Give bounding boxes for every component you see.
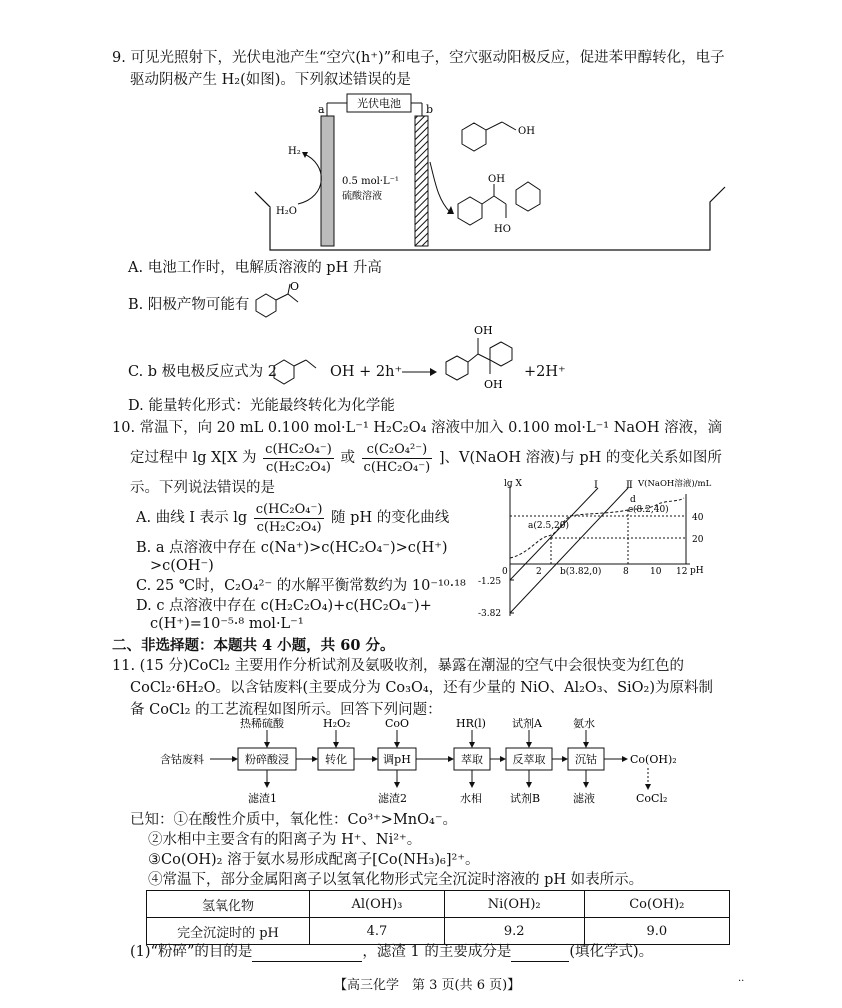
q10-line2-b: ]、V(NaOH 溶液)与 pH 的变化关系如图所: [438, 450, 722, 466]
output-aqueous: 水相: [460, 792, 482, 805]
titration-chart: [478, 476, 728, 626]
footer-mark: ··: [738, 976, 745, 987]
q11-line3: 备 CoCl₂ 的工艺流程如图所示。回答下列问题：: [130, 702, 442, 718]
point-a-label: a(2.5,20): [528, 521, 570, 531]
ph-header-3: Co(OH)₂: [584, 891, 729, 918]
q10-line2-or: 或: [340, 450, 355, 466]
flow-product: Co(OH)₂: [630, 753, 677, 766]
flow-final: CoCl₂: [636, 792, 668, 805]
box-adjust-ph: 调pH: [383, 753, 411, 766]
ph-table: [146, 890, 730, 945]
electrode-a-label: a: [318, 103, 325, 116]
electrolysis-figure: [250, 92, 730, 257]
point-b-label: b(3.82,0): [560, 567, 602, 577]
input-hr: HR(l): [456, 718, 486, 730]
q10-option-a: [136, 500, 449, 536]
box-extract: 萃取: [461, 753, 483, 766]
ph-table-row: [147, 918, 730, 945]
q10-option-a-pre: A. 曲线 Ⅰ 表示 lg: [136, 510, 248, 526]
benzyl-oh: OH: [518, 126, 535, 137]
x-tick-0: 0: [502, 567, 508, 577]
point-d-label: d: [630, 495, 636, 505]
section-2-heading: 二、非选择题：本题共 4 小题，共 60 分。: [112, 637, 395, 654]
y-tick-neg1: -1.25: [478, 577, 502, 587]
y-axis-label: lg X: [504, 479, 522, 489]
input-coo: CoO: [385, 718, 410, 730]
q10-line3: 示。下列说法错误的是: [130, 480, 275, 496]
ph-row-0: 完全沉淀时的 pH: [147, 918, 310, 945]
input-reagent-a: 试剂A: [512, 718, 542, 730]
option-a-numerator: c(HC₂O₄⁻): [255, 501, 323, 517]
q10-option-c: C. 25 ℃时，C₂O₄²⁻ 的水解平衡常数约为 10⁻¹⁰·¹⁸: [136, 578, 466, 594]
curve-2-label: Ⅱ: [626, 480, 633, 491]
q10-option-a-fraction: [254, 501, 325, 536]
q9-option-c-mid: OH + 2h⁺: [330, 364, 403, 380]
y-tick-neg2: -3.82: [478, 609, 502, 619]
frac1-denominator: c(H₂C₂O₄): [266, 459, 331, 475]
q10-option-b1: B. a 点溶液中存在 c(Na⁺)>c(HC₂O₄⁻)>c(H⁺): [136, 540, 448, 556]
option-c-ho: OH: [484, 378, 503, 391]
q10-line2-a: 定过程中 lg X[X 为: [130, 450, 257, 466]
q11-known-1: 已知：①在酸性介质中，氧化性：Co³⁺>MnO₄⁻。: [130, 812, 457, 828]
y2-tick-40: 40: [692, 513, 704, 523]
hydrobenzoin-structure: [440, 318, 530, 398]
h2-label: H₂: [288, 146, 301, 157]
option-c-oh: OH: [474, 324, 493, 337]
box-back-extract: 反萃取: [512, 753, 546, 766]
ph-row-2: 9.2: [444, 918, 584, 945]
q11-known-2: ②水相中主要含有的阳离子为 H⁺、Ni²⁺。: [148, 832, 422, 848]
benzaldehyde-o: O: [290, 280, 300, 293]
q11-sub1-c: (填化学式)。: [569, 944, 654, 960]
q11-sub1: [130, 942, 653, 962]
option-a-denominator: c(H₂C₂O₄): [256, 519, 322, 535]
q11-sub1-b: ，滤渣 1 的主要成分是: [362, 944, 512, 960]
page-footer: 【高三化学 第 3 页(共 6 页)】: [334, 978, 521, 993]
x-tick-12: 12: [676, 567, 688, 577]
q11-line1: 11. (15 分)CoCl₂ 主要用作分析试剂及氨吸收剂，暴露在潮湿的空气中会很快变为红色的: [112, 658, 685, 674]
benzyl-alcohol-structure: [268, 348, 328, 388]
box-convert: 转化: [325, 753, 347, 766]
electrode-b-label: b: [426, 103, 434, 116]
q11-known-3: ③Co(OH)₂ 溶于氨水易形成配离子[Co(NH₃)₆]²⁺。: [148, 852, 480, 868]
ph-row-1: 4.7: [310, 918, 445, 945]
q10-option-a-post: 随 pH 的变化曲线: [331, 510, 450, 526]
box-grind-leach: 粉碎酸浸: [245, 753, 289, 766]
q9-stem-line2: 驱动阴极产生 H₂(如图)。下列叙述错误的是: [130, 72, 411, 88]
hydrobenzoin-ho: HO: [494, 224, 511, 235]
answer-blank-1[interactable]: [252, 945, 362, 962]
output-filtrate: 滤液: [573, 792, 595, 805]
h2o-label: H₂O: [276, 206, 297, 217]
solution-label: 硫酸溶液: [342, 191, 382, 202]
q9-stem-line1: 9. 可见光照射下，光伏电池产生“空穴(h⁺)”和电子，空穴驱动阳极反应，促进苯甲醇转化，电子: [112, 50, 725, 66]
frac2-denominator: c(HC₂O₄⁻): [363, 459, 431, 475]
input-acid: 热稀硫酸: [240, 718, 284, 730]
q11-line2: CoCl₂·6H₂O。以含钴废料(主要成分为 Co₃O₄，还有少量的 NiO、Al₂O₃、SiO₂)为原料制: [130, 680, 714, 696]
output-residue1: 滤渣1: [248, 792, 277, 805]
benzaldehyde-structure: [250, 280, 330, 320]
battery-label: 光伏电池: [357, 97, 401, 110]
q11-sub1-a: (1)“粉碎”的目的是: [130, 944, 253, 960]
input-h2o2: H₂O₂: [323, 718, 351, 730]
ph-table-header: [147, 891, 730, 918]
q9-option-c-suffix: +2H⁺: [524, 364, 566, 380]
q10-line2: [130, 440, 722, 476]
conc-label: 0.5 mol·L⁻¹: [342, 176, 399, 187]
q9-option-a: A. 电池工作时，电解质溶液的 pH 升高: [128, 260, 382, 276]
answer-blank-2[interactable]: [511, 945, 569, 962]
q9-option-d: D. 能量转化形式：光能最终转化为化学能: [128, 398, 395, 414]
flow-start: 含钴废料: [160, 753, 204, 766]
x-axis-label: pH: [690, 566, 704, 576]
ph-header-2: Ni(OH)₂: [444, 891, 584, 918]
x-tick-8: 8: [623, 567, 629, 577]
q10-line1: 10. 常温下，向 20 mL 0.100 mol·L⁻¹ H₂C₂O₄ 溶液中加入 0.100 mol·L⁻¹ NaOH 溶液，滴: [112, 420, 723, 436]
frac1-numerator: c(HC₂O₄⁻): [265, 441, 332, 457]
output-reagent-b: 试剂B: [510, 792, 541, 805]
ph-row-3: 9.0: [584, 918, 729, 945]
q10-fraction-2: [362, 441, 433, 476]
ph-header-0: 氢氧化物: [147, 891, 310, 918]
q9-option-c-prefix: C. b 极电极反应式为 2: [128, 364, 278, 380]
q10-option-d1: D. c 点溶液中存在 c(H₂C₂O₄)+c(HC₂O₄⁻)+: [136, 598, 432, 614]
curve-2: [510, 488, 628, 613]
reaction-arrow: [400, 366, 438, 378]
box-precipitate: 沉钴: [575, 753, 597, 766]
q10-fraction-1: [263, 441, 334, 476]
q10-option-b2: >c(OH⁻): [150, 558, 214, 574]
x-tick-10: 10: [650, 567, 662, 577]
output-residue2: 滤渣2: [378, 792, 407, 805]
input-ammonia: 氨水: [573, 718, 595, 730]
curve-1-label: Ⅰ: [594, 480, 598, 491]
q10-option-d2: c(H⁺)=10⁻⁵·⁸ mol·L⁻¹: [150, 616, 304, 632]
hydrobenzoin-oh: OH: [488, 174, 505, 185]
q9-option-b: B. 阳极产物可能有: [128, 297, 250, 313]
y2-axis-label: V(NaOH溶液)/mL: [638, 479, 712, 489]
frac2-numerator: c(C₂O₄²⁻): [362, 441, 433, 459]
ph-header-1: Al(OH)₃: [310, 891, 445, 918]
point-c-label: c(8.2,40): [628, 505, 669, 515]
x-tick-2: 2: [536, 567, 542, 577]
process-flowchart: [160, 718, 720, 808]
y2-tick-20: 20: [692, 535, 704, 545]
q11-known-4: ④常温下，部分金属阳离子以氢氧化物形式完全沉淀时溶液的 pH 如表所示。: [148, 872, 644, 888]
